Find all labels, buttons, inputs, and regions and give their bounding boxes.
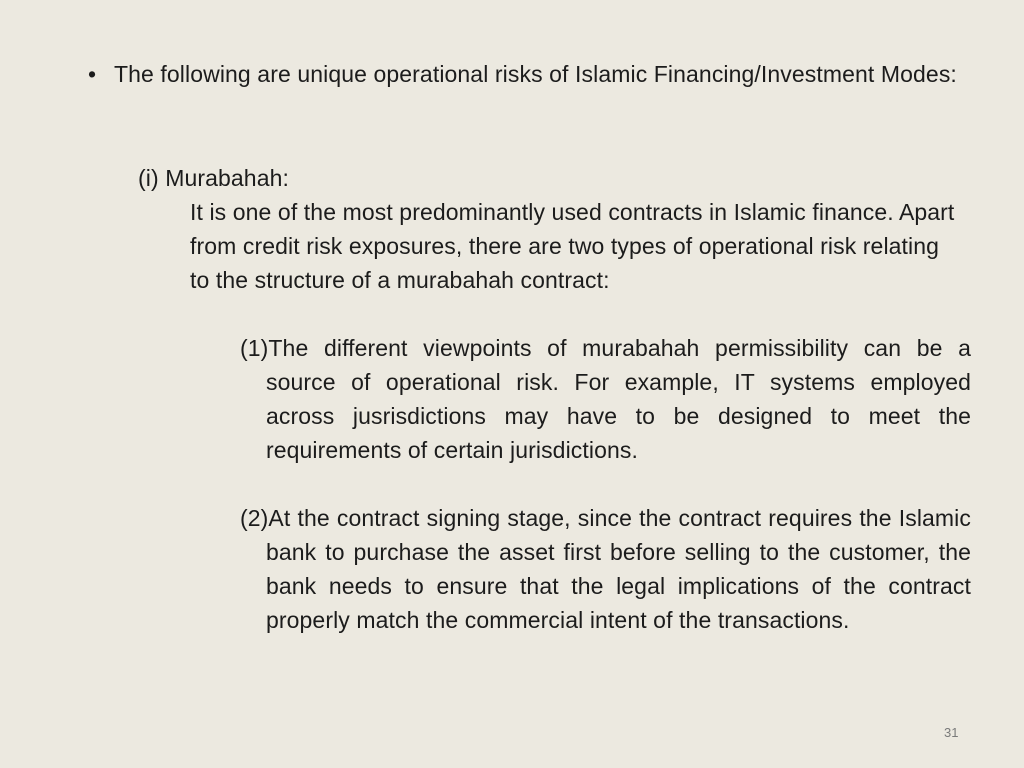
page-number: 31 — [944, 725, 959, 740]
section-description: It is one of the most predominantly used contracts in Islamic finance. Apart from credit risk exposures, there are two types of operational risk relating to the structure of a murabahah contract: — [190, 199, 955, 293]
bullet-marker: • — [88, 61, 97, 87]
intro-bullet-paragraph — [88, 57, 972, 91]
point-text-2: (2)At the contract signing stage, since the contract requires the Islamic bank to purchase the asset first before selling to the customer, the bank needs to ensure that the legal implications of the contract properly match the commercial intent of the transactions. — [240, 505, 971, 633]
list-item — [240, 331, 971, 467]
list-item — [240, 501, 971, 637]
intro-text: The following are unique operational risks of Islamic Financing/Investment Modes: — [114, 61, 957, 87]
section-heading: (i) Murabahah: — [138, 165, 289, 191]
point-text-1: (1)The different viewpoints of murabahah permissibility can be a source of operational risk. For example, IT systems employed across jusrisdictions may have to be designed to meet the requirements of certain jurisdictions. — [240, 335, 971, 463]
